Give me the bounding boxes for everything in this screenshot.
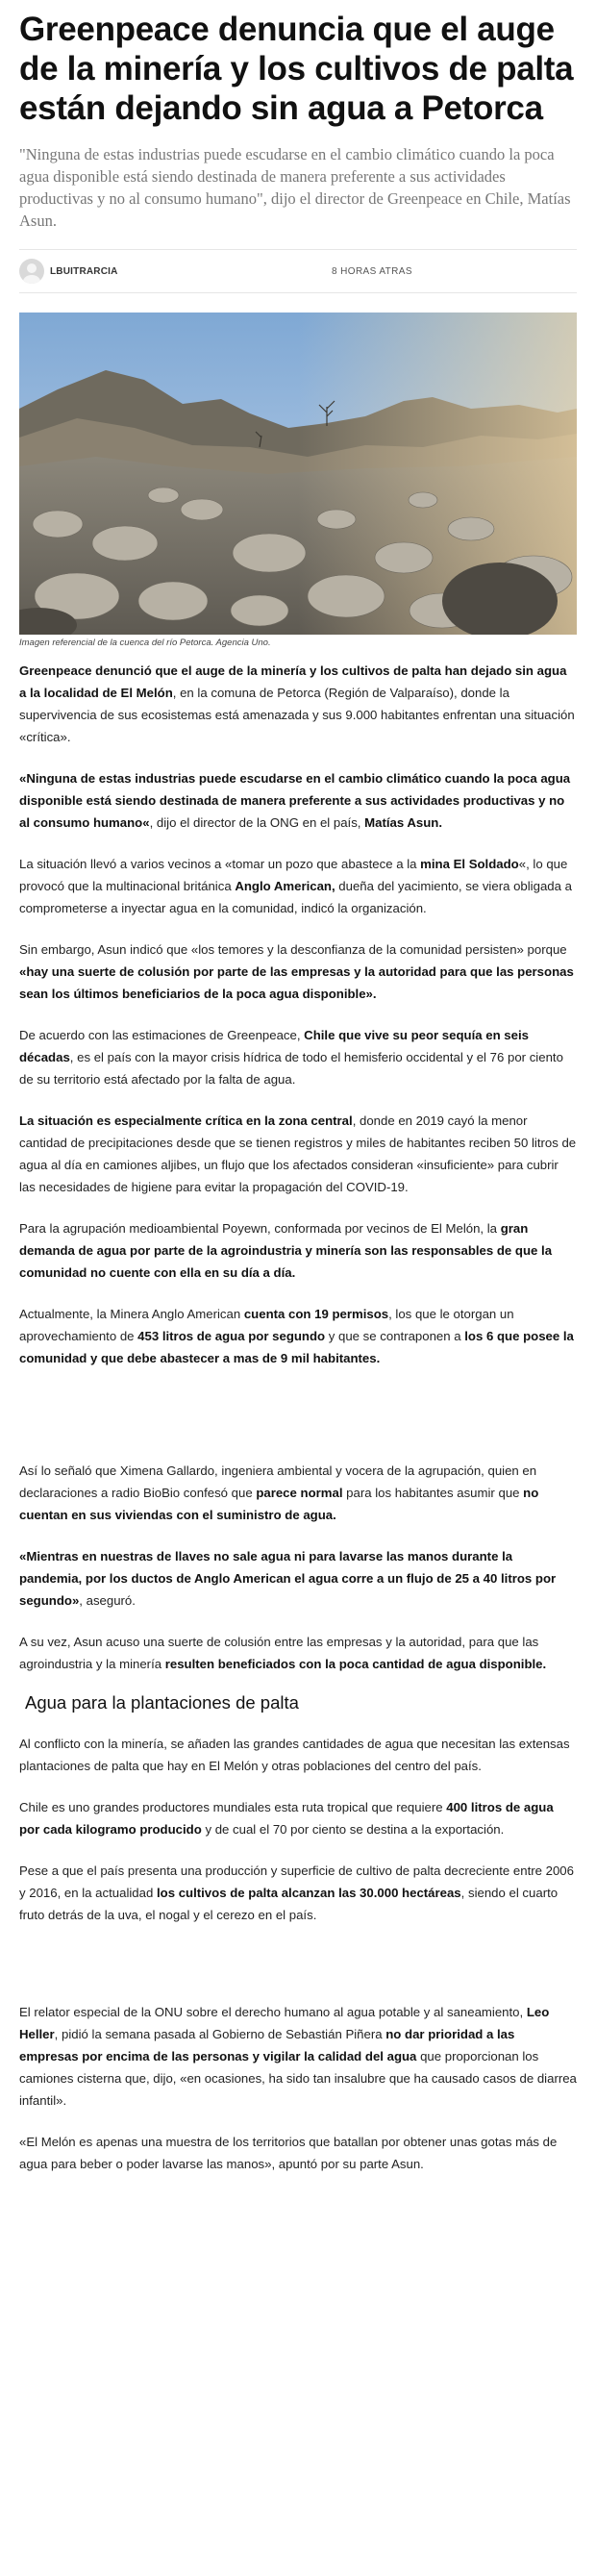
paragraph: A su vez, Asun acuso una suerte de colusión entre las empresas y la autoridad, para que las agroindustria y la minería resulten beneficiados con la poca cantidad de agua disponible. (19, 1635, 547, 1671)
section-subheading: Agua para la plantaciones de palta (25, 1692, 299, 1713)
photo-caption: Imagen referencial de la cuenca del río Petorca. Agencia Uno. (19, 638, 271, 648)
paragraph: Sin embargo, Asun indicó que «los temores y la desconfianza de la comunidad persisten» porque «hay una suerte de colusión por parte de las empresas y la autoridad para que las personas sean los últimos beneficiarios de la poca agua disponible». (19, 942, 574, 1001)
paragraph: La situación llevó a varios vecinos a «tomar un pozo que abastece a la mina El Soldado«, lo que provocó que la multinacional británica Anglo American, dueña del yacimiento, se viera obligada a comprometerse a inyectar agua en la comunidad, indicó la organización. (19, 857, 572, 915)
paragraph: Chile es uno grandes productores mundiales esta ruta tropical que requiere 400 litros de agua por cada kilogramo producido y de cual el 70 por ciento se destina a la exportación. (19, 1800, 554, 1837)
article-meta (19, 249, 577, 293)
paragraph: Para la agrupación medioambiental Poyewn, conformada por vecinos de El Melón, la gran demanda de agua por parte de la agroindustria y minería son las responsables de que la comunidad no cuente con ella en su día a día. (19, 1221, 553, 1280)
paragraph: «El Melón es apenas una muestra de los territorios que batallan por obtener unas gotas más de agua para beber o poder lavarse las manos», apuntó por su parte Asun. (19, 2135, 558, 2171)
paragraph: «Mientras en nuestras de llaves no sale agua ni para lavarse las manos durante la pandemia, por los ductos de Anglo American el agua corre a un flujo de 25 a 40 litros por segundo», aseguró. (19, 1549, 557, 1608)
paragraph: Al conflicto con la minería, se añaden las grandes cantidades de agua que necesitan las extensas plantaciones de palta que hay en El Melón y otras poblaciones del centro del país. (19, 1737, 570, 1773)
paragraph: De acuerdo con las estimaciones de Greenpeace, Chile que vive su peor sequía en seis décadas, es el país con la mayor crisis hídrica de todo el hemisferio occidental y el 76 por ciento de su territorio está afectado por la falta de agua. (19, 1028, 563, 1087)
river-basin-photo (19, 313, 577, 635)
paragraph: «Ninguna de estas industrias puede escudarse en el cambio climático cuando la poca agua disponible está siendo destinada de manera preferente a sus actividades productivas y no al consumo humano«, dijo el director de la ONG en el país, Matías Asun. (19, 771, 571, 830)
article-body-continued (0, 1733, 596, 2175)
author-block[interactable] (19, 259, 308, 284)
paragraph: El relator especial de la ONU sobre el derecho humano al agua potable y al saneamiento, Leo Heller, pidió la semana pasada al Gobierno de Sebastián Piñera no dar prioridad a las empresas por encima de las personas y vigilar la calidad del agua que proporcionan los camiones cisterna que, dijo, «en ocasiones, ha sido tan insalubre que ha causado casos de diarrea infantil». (19, 2005, 577, 2108)
embed-placeholder (19, 1369, 577, 1440)
paragraph: Así lo señaló que Ximena Gallardo, ingeniera ambiental y vocera de la agrupación, quien en declaraciones a radio BioBio confesó que parece normal para los habitantes asumir que no cuentan en sus viviendas con el suministro de agua. (19, 1463, 539, 1522)
paragraph: La situación es especialmente crítica en la zona central, donde en 2019 cayó la menor cantidad de precipitaciones desde que se tienen registros y miles de habitantes reciben 50 litros de agua al día en camiones aljibes, un flujo que los afectados consideran «insuficiente» para cubrir las necesidades de higiene para evitar la propagación del COVID-19. (19, 1113, 577, 1194)
author-name[interactable]: LBUITRARCIA (50, 265, 118, 277)
article-figure (19, 313, 577, 648)
publish-time: 8 HORAS ATRAS (332, 265, 412, 277)
embed-placeholder (19, 1926, 577, 1982)
avatar-icon (19, 259, 44, 284)
article-headline: Greenpeace denuncia que el auge de la minería y los cultivos de palta están dejando sin agua a Petorca (19, 11, 574, 127)
paragraph: Greenpeace denunció que el auge de la minería y los cultivos de palta han dejado sin agua a la localidad de El Melón, en la comuna de Petorca (Región de Valparaíso), donde la supervivencia de sus ecosistemas está amenazada y sus 9.000 habitantes enfrentan una situación «crítica». (19, 663, 575, 744)
article-body (0, 660, 596, 1675)
article-dek: "Ninguna de estas industrias puede escudarse en el cambio climático cuando la poca agua disponible está siendo destinada de manera preferente a sus actividades productivas y no al consumo humano", dijo el director de Greenpeace en Chile, Matías Asun. (19, 145, 571, 230)
paragraph: Pese a que el país presenta una producción y superficie de cultivo de palta decreciente entre 2006 y 2016, en la actualidad los cultivos de palta alcanzan las 30.000 hectáreas, siendo el cuarto fruto detrás de la uva, el nogal y el cerezo en el país. (19, 1863, 574, 1922)
paragraph: Actualmente, la Minera Anglo American cuenta con 19 permisos, los que le otorgan un aprovechamiento de 453 litros de agua por segundo y que se contraponen a los 6 que posee la comunidad y que debe abastecer a mas de 9 mil habitantes. (19, 1307, 574, 1365)
